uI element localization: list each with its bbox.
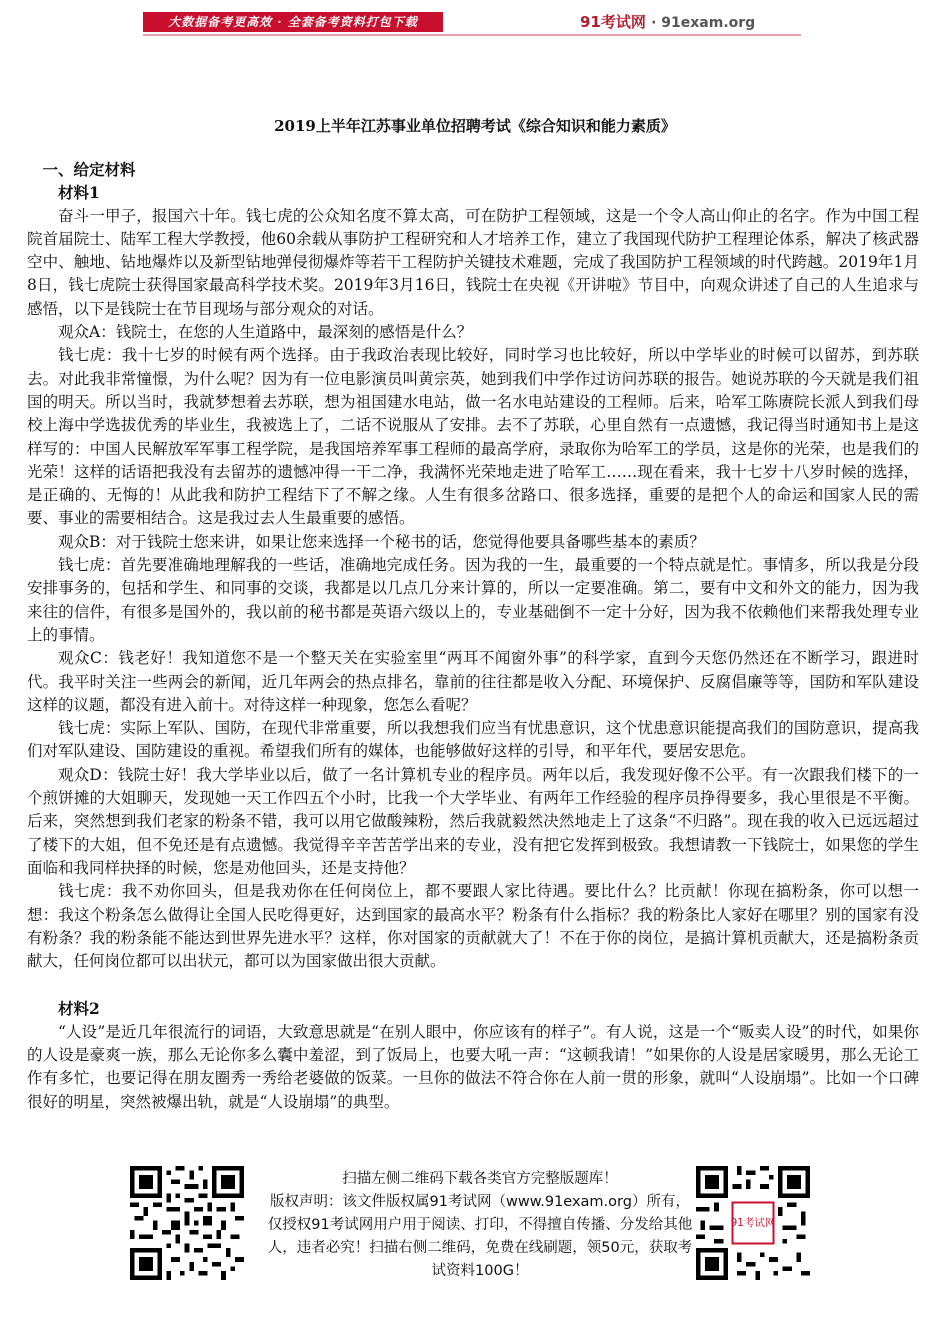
- header-divider: [143, 34, 801, 36]
- qr-code-download[interactable]: [130, 1166, 244, 1280]
- paragraph: “人设”是近几年很流行的词语，大致意思就是“在别人眼中，你应该有的样子”。有人说，这是一个“贩卖人设”的时代，如果你的人设是豪爽一族，那么无论你多么囊中羞涩，到了饭局上，也要大吼一声：“这顿我请！”如果你的人设是居家暖男，那么无论工作有多忙，也要记得在朋友圈秀一秀给老婆做的饭菜。一旦你的做法不符合你在人前一贯的形象，就叫“人设崩塌”。比如一个口碑很好的明星，突然被爆出轨，就是“人设崩塌”的典型。: [27, 1022, 919, 1111]
- paragraph: 钱七虎：实际上军队、国防，在现代非常重要，所以我想我们应当有忧患意识，这个忧患意识能提高我们的国防意识，提高我们对军队建设、国防建设的重视。希望我们所有的媒体，也能够做好这样的引导，和平年代，要居安思危。: [27, 719, 919, 761]
- paragraph: 观众D：钱院士好！我大学毕业以后，做了一名计算机专业的程序员。两年以后，我发现好像不公平。有一次跟我们楼下的一个煎饼摊的大姐聊天，发现她一天工作四五个小时，比我一个大学毕业、有两年工作经验的程序员挣得要多，我心里很是不平衡。后来，突然想到我们老家的粉条不错，我可以用它做酸辣粉，然后我就毅然决然地走上了这条“不归路”。现在我的收入已远远超过了楼下的大姐，但不免还是有点遗憾。我觉得辛辛苦苦学出来的专业，没有把它发挥到极致。我想请教一下钱院士，如果您的学生面临和我同样抉择的时候，您是劝他回头，还是支持他？: [27, 765, 919, 877]
- qr-center-logo: 91考试网: [730, 1217, 776, 1230]
- paragraph: 奋斗一甲子，报国六十年。钱七虎的公众知名度不算太高，可在防护工程领域，这是一个令人高山仰止的名字。作为中国工程院首届院士、陆军工程大学教授，他60余载从事防护工程研究和人才培养工作，建立了我国现代防护工程理论体系，解决了核武器空中、触地、钻地爆炸以及新型钻地弹侵彻爆炸等若干工程防护关键技术难题，完成了我国防护工程领域的时代跨越。2019年1月8日，钱七虎院士获得国家最高科学技术奖。2019年3月16日，钱院士在央视《开讲啦》节目中，向观众讲述了自己的人生追求与感悟，以下是钱院士在节目现场与部分观众的对话。: [27, 206, 919, 318]
- footer-line: 扫描左侧二维码下载各类官方完整版题库！: [342, 1171, 618, 1187]
- material2-title: 材料2: [58, 999, 100, 1019]
- paragraph: 钱七虎：我不劝你回头，但是我劝你在任何岗位上，都不要跟人家比待遇。要比什么？比贡献！你现在搞粉条，你可以想一想：我这个粉条怎么做得让全国人民吃得更好，达到国家的最高水平？粉条有什么指标？我的粉条比人家好在哪里？别的国家有没有粉条？我的粉条能不能达到世界先进水平？这样，你对国家的贡献就大了！不在于你的岗位，是搞计算机贡献大，还是搞粉条贡献大，任何岗位都可以出状元，都可以为国家做出很大贡献。: [27, 882, 919, 971]
- paragraph: 钱七虎：我十七岁的时候有两个选择。由于我政治表现比较好，同时学习也比较好，所以中学毕业的时候可以留苏，到苏联去。对此我非常憧憬，为什么呢？因为有一位电影演员叫黄宗英，她到我们中学作过访问苏联的报告。她说苏联的今天就是我们祖国的明天。所以当时，我就梦想着去苏联，想为祖国建水电站，做一名水电站建设的工程师。后来，哈军工陈赓院长派人到我们母校上海中学选拔优秀的毕业生，我被选上了，二话不说服从了安排。去不了苏联，心里自然有一点遗憾，我记得当时通知书上是这样写的：中国人民解放军军事工程学院，是我国培养军事工程师的最高学府，录取你为哈军工的学员，这是你的光荣，也是我们的光荣！这样的话语把我没有去留苏的遗憾冲得一干二净，我满怀光荣地走进了哈军工……现在看来，我十七岁十八岁时候的选择，是正确的、无悔的！从此我和防护工程结下了不解之缘。人生有很多岔路口、很多选择，重要的是把个人的命运和国家人民的需要、事业的需要相结合。这是我过去人生最重要的感悟。: [27, 346, 919, 528]
- footer-text: [264, 1168, 696, 1283]
- site-logo[interactable]: [580, 11, 755, 33]
- material1-title: 材料1: [58, 183, 100, 203]
- footer-line: 版权声明：该文件版权属91考试网（www.91exam.org）所有，仅授权91考试网用户用于阅读、打印，不得擅自传播、分发给其他人，违者必究！扫描右侧二维码，免费在线刷题，领50元，获取考试资料100G！: [267, 1194, 693, 1279]
- paragraph: 观众A：钱院士，在您的人生道路中，最深刻的感悟是什么？: [58, 323, 473, 342]
- paragraph: 钱七虎：首先要准确地理解我的一些话，准确地完成任务。因为我的一生，最重要的一个特点就是忙。事情多，所以我是分段安排事务的，包括和学生、和同事的交谈，我都是以几点几分来计算的，所以一定要准确。第二，要有中文和外文的能力，因为我来往的信件，有很多是国外的，我以前的秘书都是英语六级以上的，专业基础倒不一定十分好，因为我不依赖他们来帮我处理专业上的事情。: [27, 556, 919, 644]
- header-slogan: 大数据备考更高效 · 全套备考资料打包下载: [168, 15, 418, 29]
- footer: [130, 1166, 780, 1281]
- spacer: [27, 973, 919, 997]
- header-banner: [143, 12, 443, 32]
- section-heading: 一、给定材料: [42, 160, 136, 179]
- document-body: [27, 158, 919, 1114]
- logo-text: 91考试网: [580, 13, 646, 31]
- logo-site: · 91exam.org: [651, 15, 756, 31]
- paragraph: 观众B：对于钱院士您来讲，如果让您来选择一个秘书的话，您觉得他要具备哪些基本的素质？: [58, 532, 705, 551]
- qr-code-practice[interactable]: [696, 1166, 810, 1280]
- paragraph: 观众C：钱老好！我知道您不是一个整天关在实验室里“两耳不闻窗外事”的科学家，直到今天您仍然还在不断学习，跟进时代。我平时关注一些两会的新闻，近几年两会的热点排名，靠前的往往都是收入分配、环境保护、反腐倡廉等等，国防和军队建设这样的议题，都没有进入前十。对待这样一种现象，您怎么看呢？: [27, 649, 919, 714]
- document-title: 2019上半年江苏事业单位招聘考试《综合知识和能力素质》: [274, 117, 676, 135]
